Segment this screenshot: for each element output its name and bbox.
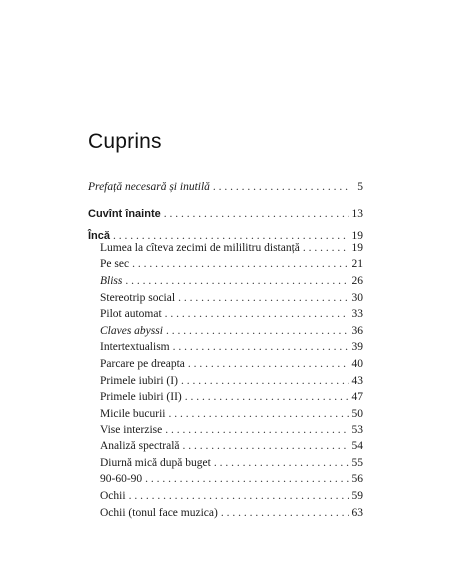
dot-leader: [165, 423, 348, 437]
dot-leader: [183, 439, 349, 453]
toc-entry-label: Bliss: [100, 275, 123, 287]
toc-entry: [100, 472, 363, 486]
toc-section-label: Încă: [88, 230, 111, 242]
toc-entry-label: Lumea la cîteva zecimi de mililitru distanță: [100, 242, 300, 254]
toc-entry: [100, 506, 363, 520]
dot-leader: [125, 274, 348, 288]
toc-page-number: 55: [351, 457, 363, 469]
toc-page-number: 53: [351, 424, 363, 436]
dot-leader: [166, 324, 349, 338]
dot-leader: [221, 506, 349, 520]
toc-entry: [100, 407, 363, 421]
toc-entry: [100, 340, 363, 354]
toc-entry: [100, 423, 363, 437]
toc-entry: [100, 374, 363, 388]
toc-page-number: 63: [351, 507, 363, 519]
dot-leader: [145, 472, 348, 486]
toc-page-number: 40: [351, 358, 363, 370]
toc-page-number: 50: [351, 408, 363, 420]
toc-page-number: 36: [351, 325, 363, 337]
toc-page-number: 26: [351, 275, 363, 287]
toc-entry-preface: [88, 180, 363, 194]
toc-entry: [100, 489, 363, 503]
toc-entry-label: Intertextualism: [100, 341, 170, 353]
toc-entry-label: Primele iubiri (I): [100, 375, 178, 387]
toc-entry-label: Analiză spectrală: [100, 440, 180, 452]
toc-entry: [100, 390, 363, 404]
toc-entry: [100, 324, 363, 338]
toc-entry: [100, 274, 363, 288]
page-title: Cuprins: [88, 130, 162, 153]
toc-entry: [100, 456, 363, 470]
dot-leader: [165, 307, 349, 321]
dot-leader: [168, 407, 348, 421]
toc-entry-label: Ochii (tonul face muzica): [100, 507, 218, 519]
toc-page-number: 59: [351, 490, 363, 502]
toc-entry-label: Claves abyssi: [100, 325, 163, 337]
toc-page-number: 33: [351, 308, 363, 320]
toc-entry-label: Pilot automat: [100, 308, 162, 320]
dot-leader: [129, 489, 349, 503]
toc-entry: [100, 439, 363, 453]
toc-entry-label: Vise interzise: [100, 424, 163, 436]
toc-entry-label: Pe sec: [100, 258, 130, 270]
toc-entry-label: Diurnă mică după buget: [100, 457, 211, 469]
toc-entry-foreword: [88, 207, 363, 221]
dot-leader: [173, 340, 349, 354]
dot-leader: [214, 456, 349, 470]
toc-page-number: 21: [351, 258, 363, 270]
toc-entry: [100, 307, 363, 321]
toc-entry-label: Prefață necesară și inutilă: [88, 181, 210, 193]
toc-page-number: 47: [351, 391, 363, 403]
toc-page-number: 19: [351, 230, 363, 242]
toc-page-number: 13: [351, 208, 363, 220]
toc-page-number: 43: [351, 375, 363, 387]
toc-entry-label: Ochii: [100, 490, 126, 502]
toc-page-number: 54: [351, 440, 363, 452]
toc-entry-label: Stereotrip social: [100, 292, 176, 304]
dot-leader: [164, 207, 349, 221]
toc-entry: [100, 257, 363, 271]
dot-leader: [132, 257, 348, 271]
toc-page-number: 39: [351, 341, 363, 353]
toc-entry: [100, 241, 363, 255]
toc-entry-label: Primele iubiri (II): [100, 391, 182, 403]
dot-leader: [188, 357, 349, 371]
toc-entry-label: 90-60-90: [100, 473, 143, 485]
dot-leader: [213, 180, 350, 194]
toc-entry: [100, 291, 363, 305]
toc-entry-label: Cuvînt înainte: [88, 208, 161, 220]
toc-page-number: 5: [357, 181, 363, 193]
toc-entry-label: Micile bucurii: [100, 408, 166, 420]
toc-page-number: 19: [351, 242, 363, 254]
dot-leader: [178, 291, 348, 305]
toc-page-number: 30: [351, 292, 363, 304]
toc-page-number: 56: [351, 473, 363, 485]
dot-leader: [303, 241, 349, 255]
toc-entry-label: Parcare pe dreapta: [100, 358, 185, 370]
dot-leader: [181, 374, 349, 388]
dot-leader: [185, 390, 349, 404]
toc-entry: [100, 357, 363, 371]
